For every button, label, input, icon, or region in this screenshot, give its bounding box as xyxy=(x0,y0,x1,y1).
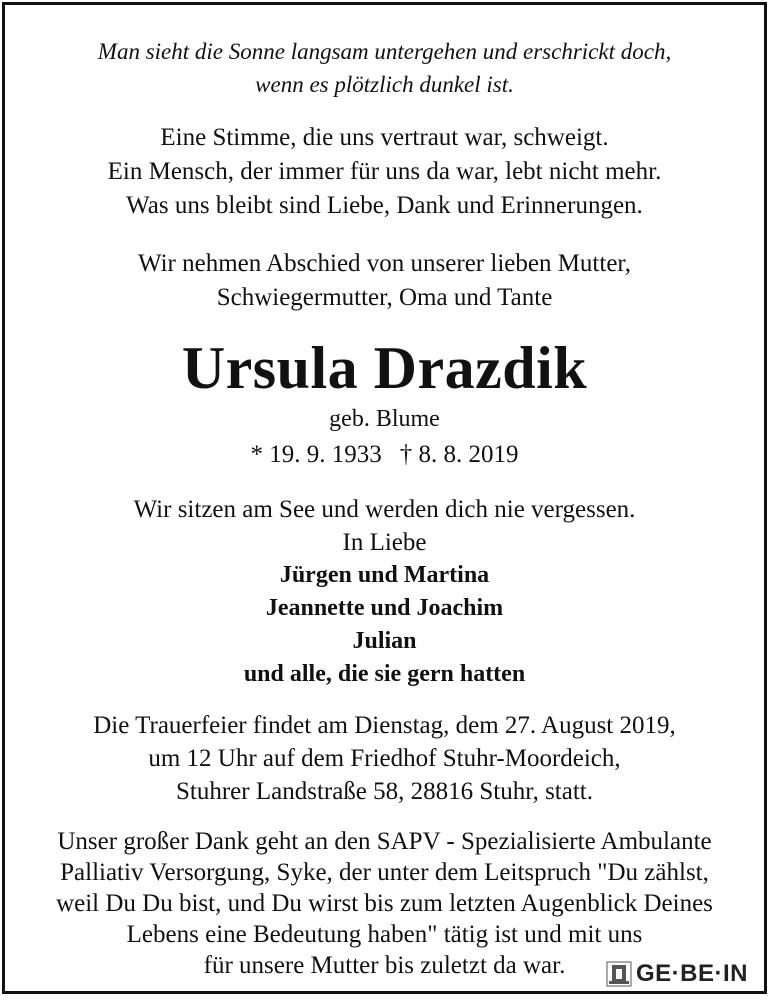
mourner-name: Julian xyxy=(352,628,417,654)
deceased-name: Ursula Drazdik xyxy=(181,335,588,401)
motto-quote xyxy=(5,35,764,101)
verse xyxy=(5,121,764,223)
in-love-line: In Liebe xyxy=(342,529,427,556)
obituary-content xyxy=(5,35,764,981)
logo-text: GE·BE·IN xyxy=(636,960,748,987)
motto-line: wenn es plötzlich dunkel ist. xyxy=(255,72,514,97)
mourner-name: und alle, die sie gern hatten xyxy=(243,661,526,687)
publisher-logo xyxy=(602,959,756,989)
farewell-intro xyxy=(5,247,764,315)
mourner-name: Jeannette und Joachim xyxy=(265,595,504,621)
thanks-line: für unsere Mutter bis zuletzt da war. xyxy=(203,952,566,979)
gebein-logo-icon xyxy=(606,961,632,987)
verse-line: Ein Mensch, der immer für uns da war, lebt nicht mehr. xyxy=(107,158,662,185)
life-dates xyxy=(5,437,764,473)
thanks-note xyxy=(5,826,764,981)
service-line: Die Trauerfeier findet am Dienstag, dem 27. August 2019, xyxy=(93,712,676,739)
intro-line: Schwiegermutter, Oma und Tante xyxy=(216,284,553,311)
service-line: um 12 Uhr auf dem Friedhof Stuhr-Moordeich, xyxy=(148,745,621,772)
thanks-line: Unser großer Dank geht an den SAPV - Spezialisierte Ambulante xyxy=(57,828,712,855)
obituary-notice xyxy=(2,2,767,994)
verse-line: Eine Stimme, die uns vertraut war, schweigt. xyxy=(160,124,609,151)
thanks-line: weil Du Du bist, und Du wirst bis zum letzten Augenblick Deines xyxy=(56,890,713,917)
mourner-name: Jürgen und Martina xyxy=(279,562,490,588)
verse-line: Was uns bleibt sind Liebe, Dank und Erinnerungen. xyxy=(126,192,643,219)
intro-line: Wir nehmen Abschied von unserer lieben Mutter, xyxy=(138,250,631,277)
motto-line: Man sieht die Sonne langsam untergehen und erschrickt doch, xyxy=(97,39,672,64)
thanks-line: Palliativ Versorgung, Syke, der unter dem Leitspruch "Du zählst, xyxy=(60,859,709,886)
thanks-line: Lebens eine Bedeutung haben" tätig ist und mit uns xyxy=(126,921,643,948)
death-date: † 8. 8. 2019 xyxy=(399,441,519,468)
service-line: Stuhrer Landstraße 58, 28816 Stuhr, statt. xyxy=(176,778,593,805)
birth-date: * 19. 9. 1933 xyxy=(250,441,382,468)
maiden-name: geb. Blume xyxy=(329,406,440,432)
closing-line: Wir sitzen am See und werden dich nie vergessen. xyxy=(133,496,636,523)
funeral-service-info xyxy=(5,709,764,808)
closing-words xyxy=(5,493,764,691)
